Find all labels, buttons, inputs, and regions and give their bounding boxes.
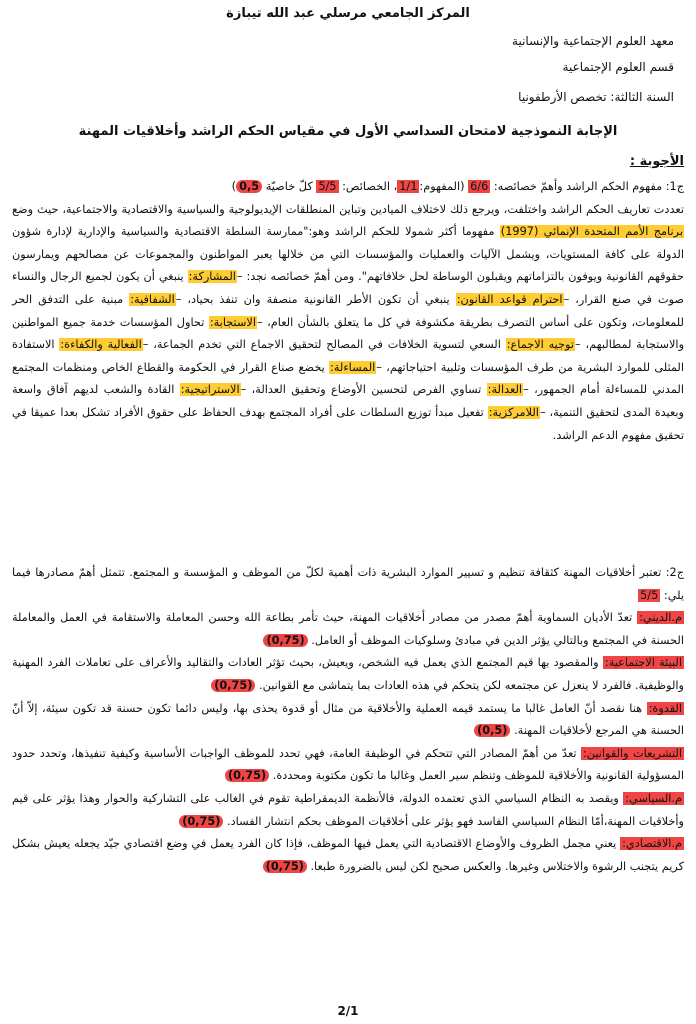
source-political: م.السياسي: <box>625 791 683 805</box>
question-1-answer <box>12 176 684 447</box>
feature-rule-of-law: احترام قواعد القانون: <box>456 292 563 306</box>
source-economic-score: (0,75) <box>263 860 307 873</box>
question-2-answer <box>12 562 684 878</box>
university-name: المركز الجامعي مرسلي عبد الله تيبازة <box>226 6 470 21</box>
q1-each-label: كلّ خاصيّة <box>265 180 313 193</box>
page-number: 2/1 <box>337 1004 359 1018</box>
source-role-model-text: هنا نقصد أنّ العامل غالبا ما يستمد قيمه العملية والأخلاقية من مثال أو قدوة يحذى بها، وليس دائما تكون حسنة قد تكون سيئة، إلاّ أنّ الحسنة هي المرجع لأخلاقيات المهنة. <box>12 701 684 738</box>
source-legislation-score: (0,75) <box>225 769 269 782</box>
source-religious-text: تعدّ الأديان السماوية أهمّ مصدر من مصادر أخلاقيات المهنة، حيث تأمر بطاعة الله وحسن المعاملة والاستقامة في العمل والمعاملة الحسنة في المجتمع وبالتالي يؤثر الدين في مبادئ وسلوكيات الموظف أو العامل. <box>12 611 684 647</box>
q1-features-label: ، الخصائص: <box>342 180 398 193</box>
q1-prefix: ج1: مفهوم الحكم الراشد وأهمّ خصائصه: <box>493 180 684 193</box>
q1-each-score: 0,5 <box>236 180 262 193</box>
source-religious: م.الديني: <box>639 611 682 625</box>
department-name: قسم العلوم الإجتماعية <box>562 60 674 74</box>
q1-concept-label: (المفهوم: <box>419 180 465 193</box>
source-social-text: والمقصود بها قيم المجتمع الذي يعمل فيه الشخص، ويعيش، بحيث تؤثر العادات والتقاليد والأعراف على تعاملات الفرد المهنية والوظيفية. فالفرد لا ينعزل عن مجتمعه لكن يتحكم في هذه العادات بما يتماشى مع القوانين. <box>12 656 684 692</box>
source-political-score: (0,75) <box>179 815 223 828</box>
source-social-score: (0,75) <box>211 679 255 692</box>
feature-participation-text: ينبغي أن يكون لجميع الرجال والنساء صوت في صنع القرار، – <box>12 270 685 306</box>
feature-transparency: الشفافية: <box>130 292 175 306</box>
feature-rule-of-law-text: ينبغي أن تكون الأطر القانونية منصفة وان تنفذ بحياد، – <box>175 292 450 306</box>
q1-paragraph-1: تعددت تعاريف الحكم الراشد واختلفت، ويرجع ذلك لاختلاف الميادين وتباين المنطلقات الإيديولوجية والسياسية والاقتصادية والاجتماعية، حيث وضع <box>12 202 684 216</box>
q1-paragraph-1b: مفهوما أكثر شمولا للحكم الراشد وهو:"ممارسة السلطة الاقتصادية والسياسية والإدارية لإدارة شؤون الدولة على كافة المستويات، ويشمل الآليات والعمليات والمؤسسات التي من خلالها يعبر المواطنون والمجموعات عن مصالحهم ويمارسون حقوقهم القانونية ويوفون بالتزاماتهم ويقبلون الوساطة لحل خلافاتهم". ومن أهمّ خصائصه نجد: – <box>12 225 684 284</box>
institute-name: معهد العلوم الإجتماعية والإنسانية <box>512 34 674 48</box>
feature-strategy: الاستراتيجية: <box>180 383 240 397</box>
feature-accountability-text: يخضع صناع القرار في الحكومة والقطاع الخاص ومنظمات المجتمع المدني للمساءلة أمام الجمهور، – <box>12 360 684 397</box>
source-economic-text: يعني مجمل الظروف والأوضاع الاقتصادية التي يعمل فيها الموظف، فإذا كان الفرد يعمل في وضع اقتصادي جيّد يجعله يعيش بشكل كريم يتجنب الرشوة والاختلاس وغيرها. والعكس صحيح لكن ليس بالضرورة طبعا. <box>12 837 684 873</box>
feature-effectiveness-text: الاستفادة المثلى للموارد البشرية من طرف المؤسسات وتلبية احتياجاتهم، – <box>12 338 684 374</box>
source-social: البيئة الاجتماعية: <box>604 656 682 670</box>
source-religious-score: (0,75) <box>263 634 307 647</box>
feature-responsiveness-text: تحاول المؤسسات خدمة جميع المواطنين والاستجابة لمطالبهم، – <box>12 315 685 352</box>
exam-title: الإجابة النموذجية لامتحان السداسي الأول في مقياس الحكم الراشد وأخلاقيات المهنة <box>78 124 618 139</box>
feature-consensus: توجيه الاجماع: <box>506 338 575 352</box>
feature-decentralization-text: تفعيل مبدأ توزيع السلطات على أفراد المجتمع بهدف الحفاظ على حقوق الأفراد تشكل بعدا عميقا في تحقيق مفهوم الدعم الراشد. <box>12 405 684 442</box>
source-political-text: ويقصد به النظام السياسي الذي تعتمده الدولة، فالأنظمة الديمقراطية تقوم في الغالب على التشاركية والحوار وهذا يؤثر على قيم وأخلاقيات المهنة،أمّا النظام السياسي الفاسد فهو يؤثر على أخلاقيات الموظف بحكم انتشار الفساد. <box>12 791 684 828</box>
feature-decentralization: اللامركزية: <box>488 405 539 419</box>
answers-heading: الأجوبة : <box>629 154 684 169</box>
source-legislation-text: تعدّ من أهمّ المصادر التي تتحكم في الوظيفة العامة، فهي تحدد للموظف الواجبات الأساسية وكيفية تنفيذها، وتحدد حدود المسؤولية القانونية والأخلاقية للموظف وتنظم سير العمل وغالبا ما تكون مكتوبة ومحددة. <box>12 746 684 783</box>
q1-features-score: 5/5 <box>318 180 337 193</box>
feature-accountability: المساءلة: <box>330 360 376 374</box>
feature-strategy-text: القادة والشعب لديهم آفاق واسعة وبعيدة المدى لتحقيق التنمية، – <box>12 383 685 419</box>
year-specialty: السنة الثالثة: تخصص الأرطفونيا <box>518 90 674 104</box>
source-legislation: التشريعات والقوانين: <box>582 746 683 760</box>
feature-responsiveness: الاستجابة: <box>209 315 257 329</box>
q1-close: ) <box>231 180 237 193</box>
q1-total-score: 6/6 <box>470 180 489 193</box>
feature-participation: المشاركة: <box>188 270 236 284</box>
q2-intro-score: 5/5 <box>640 588 659 602</box>
feature-effectiveness: الفعالية والكفاءة: <box>60 338 142 352</box>
q1-undp: برنامج الأمم المتحدة الإنمائي (1997) <box>500 225 684 239</box>
source-role-model: القدوة: <box>648 701 683 715</box>
q2-intro: ج2: تعتبر أخلاقيات المهنة كثقافة تنظيم و تسيير الموارد البشرية ذات أهمية لكلّ من الموظف و المؤسسة و المجتمع. تتمثل أهمّ مصادرها فيما يلي: <box>12 566 684 602</box>
source-economic: م.الاقتصادي: <box>622 837 682 851</box>
feature-equity-text: تساوي الفرص لتحسين الأوضاع وتحقيق العدالة، – <box>240 383 482 397</box>
source-role-model-score: (0,5) <box>474 724 510 737</box>
feature-consensus-text: السعي لتسوية الخلافات في المصالح لتحقيق الاجماع التي تخدم الجماعة، – <box>142 338 501 352</box>
q1-concept-score: 1/1 <box>399 180 418 193</box>
feature-transparency-text: مبنية على التدفق الحر للمعلومات، وتكون على أساس التصرف بطريقة مكشوفة في كل ما يتعلق بالشأن العام، – <box>12 292 684 329</box>
feature-equity: العدالة: <box>487 383 523 397</box>
